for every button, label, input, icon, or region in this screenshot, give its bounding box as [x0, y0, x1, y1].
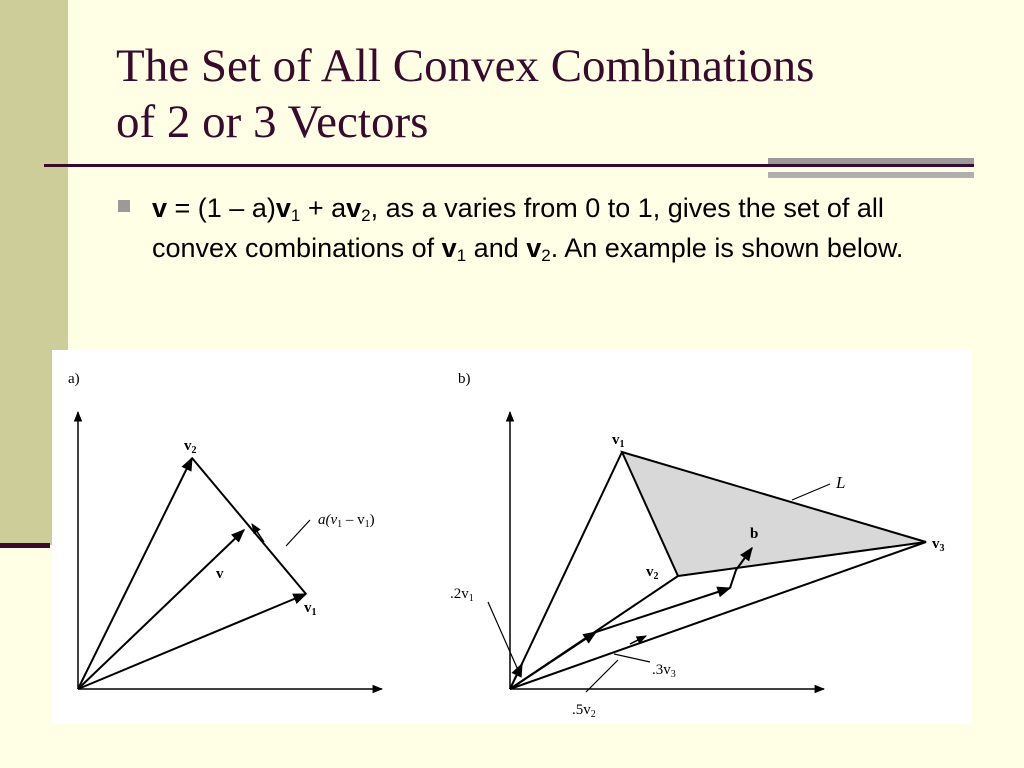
title-line-2: of 2 or 3 Vectors — [116, 96, 429, 148]
title-rule-gray-bottom — [768, 172, 974, 178]
figure-svg — [52, 350, 972, 724]
left-accent-line — [0, 543, 50, 548]
panel-b-leader-5v2 — [586, 660, 618, 692]
slide-title — [116, 38, 996, 150]
panel-a-label-v1: $v_1$ — [304, 600, 317, 618]
title-rule — [44, 164, 974, 167]
panel-b-label-3v3: $.3v_3$ — [652, 662, 676, 680]
panel-a — [68, 371, 382, 689]
title-line-1: The Set of All Convex Combinations — [116, 40, 815, 92]
panel-a-annot-leader — [286, 520, 310, 546]
bullet-marker — [118, 200, 130, 212]
panel-b-label-2v1: $.2v_1$ — [450, 586, 474, 604]
panel-b-label-b: b — [750, 526, 759, 542]
panel-b — [450, 371, 945, 720]
panel-a-vector-v1 — [78, 594, 306, 689]
panel-a-label-v2: $v_2$ — [184, 438, 197, 456]
panel-a-label-v: v — [216, 566, 224, 582]
bullet-text: $v = (1 - a)v_1 + av_2$, as a varies from 0 to 1, gives the set of all convex combinations of $v_1$ and $v_2$. An example is shown below. — [152, 193, 904, 265]
panel-b-label-v1: $v_1$ — [612, 432, 625, 450]
panel-a-vector-v2 — [78, 458, 192, 689]
panel-b-label: b) — [458, 371, 471, 387]
panel-a-label: a) — [68, 371, 80, 387]
panel-b-arrow-3v3 — [596, 588, 730, 632]
convex-combination-figure — [52, 350, 972, 724]
panel-a-annotation: $a(v_1 - v_1)$ — [318, 512, 375, 530]
panel-b-label-v3: $v_3$ — [932, 536, 945, 554]
panel-b-label-5v2: $.5v_2$ — [572, 702, 596, 720]
panel-b-label-L: L — [836, 473, 846, 492]
panel-b-leader-2v1 — [488, 602, 518, 670]
panel-b-leader-L — [792, 484, 830, 500]
panel-b-leader-3v3 — [614, 654, 650, 662]
panel-a-vector-v — [78, 530, 244, 689]
panel-b-label-v2: $v_2$ — [646, 564, 659, 582]
panel-a-segment — [192, 458, 306, 594]
panel-b-vector-v1 — [510, 452, 622, 689]
